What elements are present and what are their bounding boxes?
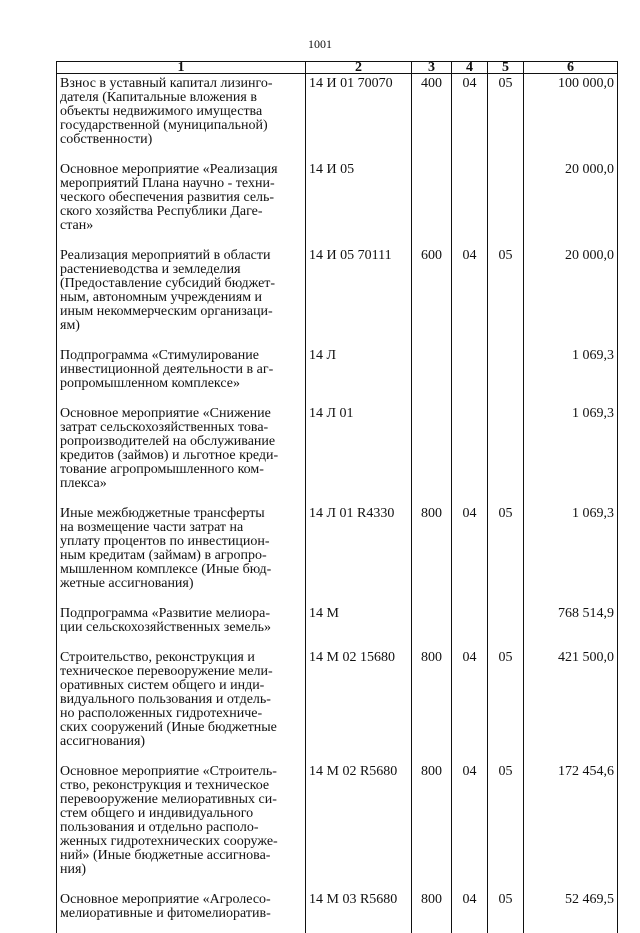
row-name-cell: Основное мероприятие «Снижение затрат сельскохозяйственных това- ропроизводителей на обслуживание кредитов (займов) и льготное креди- тование агропромышленного ком- плекса» [57,391,306,491]
table-row [57,333,618,391]
row-name-cell: Основное мероприятие «Реализация мероприятий Плана научно - техни- ческого обеспечения развития сель- ского хозяйства Республики Даге- стан» [57,147,306,233]
row-amount-cell: 768 514,9 [524,591,618,635]
column-header: 2 [306,62,412,74]
row-code-cell: 14 Л [306,333,412,391]
row-col5-cell [488,391,524,491]
row-col5-cell: 05 [488,74,524,148]
page-number: 1001 [0,37,640,52]
row-col4-cell: 04 [452,233,488,333]
row-col5-cell [488,333,524,391]
row-col3-cell: 800 [412,749,452,877]
row-col3-cell: 600 [412,233,452,333]
row-col5-cell: 05 [488,635,524,749]
row-amount-cell: 52 469,5 [524,877,618,933]
row-name-cell: Взнос в уставный капитал лизинго- дателя (Капитальные вложения в объекты недвижимого имущества государственной (муниципальной) собственности) [57,74,306,148]
row-amount-cell: 20 000,0 [524,147,618,233]
row-code-cell: 14 И 05 [306,147,412,233]
column-header: 6 [524,62,618,74]
row-col4-cell: 04 [452,749,488,877]
table-row [57,877,618,933]
row-col4-cell [452,591,488,635]
row-name-cell: Подпрограмма «Стимулирование инвестиционной деятельности в аг- ропромышленном комплексе» [57,333,306,391]
row-col5-cell [488,147,524,233]
column-header: 5 [488,62,524,74]
row-code-cell: 14 Л 01 [306,391,412,491]
row-col5-cell: 05 [488,491,524,591]
row-col5-cell: 05 [488,877,524,933]
budget-table [56,61,618,933]
row-col3-cell [412,391,452,491]
table-row [57,749,618,877]
row-name-cell: Строительство, реконструкция и техническое перевооружение мели- оративных систем общего и инди- видуального пользования и отдель- но расположенных гидротехниче- ских сооружений (Иные бюджетные ассигнования) [57,635,306,749]
row-amount-cell: 20 000,0 [524,233,618,333]
row-code-cell: 14 И 01 70070 [306,74,412,148]
row-amount-cell: 1 069,3 [524,391,618,491]
row-col4-cell: 04 [452,74,488,148]
row-col4-cell: 04 [452,877,488,933]
row-col3-cell: 400 [412,74,452,148]
row-col5-cell: 05 [488,749,524,877]
row-col4-cell [452,333,488,391]
column-header: 3 [412,62,452,74]
table-row [57,147,618,233]
row-name-cell: Иные межбюджетные трансферты на возмещение части затрат на уплату процентов по инвестицион- ным кредитам (займам) в агропро- мышленном комплексе (Иные бюд- жетные ассигнования) [57,491,306,591]
table-row [57,591,618,635]
row-col3-cell: 800 [412,877,452,933]
row-code-cell: 14 М [306,591,412,635]
row-code-cell: 14 М 02 R5680 [306,749,412,877]
row-amount-cell: 421 500,0 [524,635,618,749]
row-col3-cell: 800 [412,491,452,591]
row-code-cell: 14 М 02 15680 [306,635,412,749]
table-row [57,74,618,148]
row-col5-cell [488,591,524,635]
row-col3-cell [412,333,452,391]
row-amount-cell: 172 454,6 [524,749,618,877]
row-amount-cell: 100 000,0 [524,74,618,148]
column-header: 1 [57,62,306,74]
row-code-cell: 14 И 05 70111 [306,233,412,333]
row-col3-cell [412,591,452,635]
row-amount-cell: 1 069,3 [524,333,618,391]
row-col5-cell: 05 [488,233,524,333]
column-header: 4 [452,62,488,74]
row-code-cell: 14 М 03 R5680 [306,877,412,933]
row-amount-cell: 1 069,3 [524,491,618,591]
table-body [57,74,618,933]
table-header [57,62,618,74]
row-code-cell: 14 Л 01 R4330 [306,491,412,591]
row-name-cell: Основное мероприятие «Строитель- ство, реконструкция и техническое перевооружение мелиоративных си- стем общего и индивидуального пользования и отдельно располо- женных гидротехнических сооруже- ний» (Иные бюджетные ассигнова- ния) [57,749,306,877]
table-row [57,491,618,591]
row-name-cell: Подпрограмма «Развитие мелиора- ции сельскохозяйственных земель» [57,591,306,635]
row-col4-cell [452,391,488,491]
table-row [57,233,618,333]
row-name-cell: Основное мероприятие «Агролесо- мелиоративные и фитомелиоратив- [57,877,306,933]
row-col3-cell [412,147,452,233]
row-col4-cell: 04 [452,635,488,749]
table-row [57,391,618,491]
row-col4-cell: 04 [452,491,488,591]
row-name-cell: Реализация мероприятий в области растениеводства и земледелия (Предоставление субсидий бюджет- ным, автономным учреждениям и иным некоммерческим организаци- ям) [57,233,306,333]
table-row [57,635,618,749]
row-col4-cell [452,147,488,233]
row-col3-cell: 800 [412,635,452,749]
